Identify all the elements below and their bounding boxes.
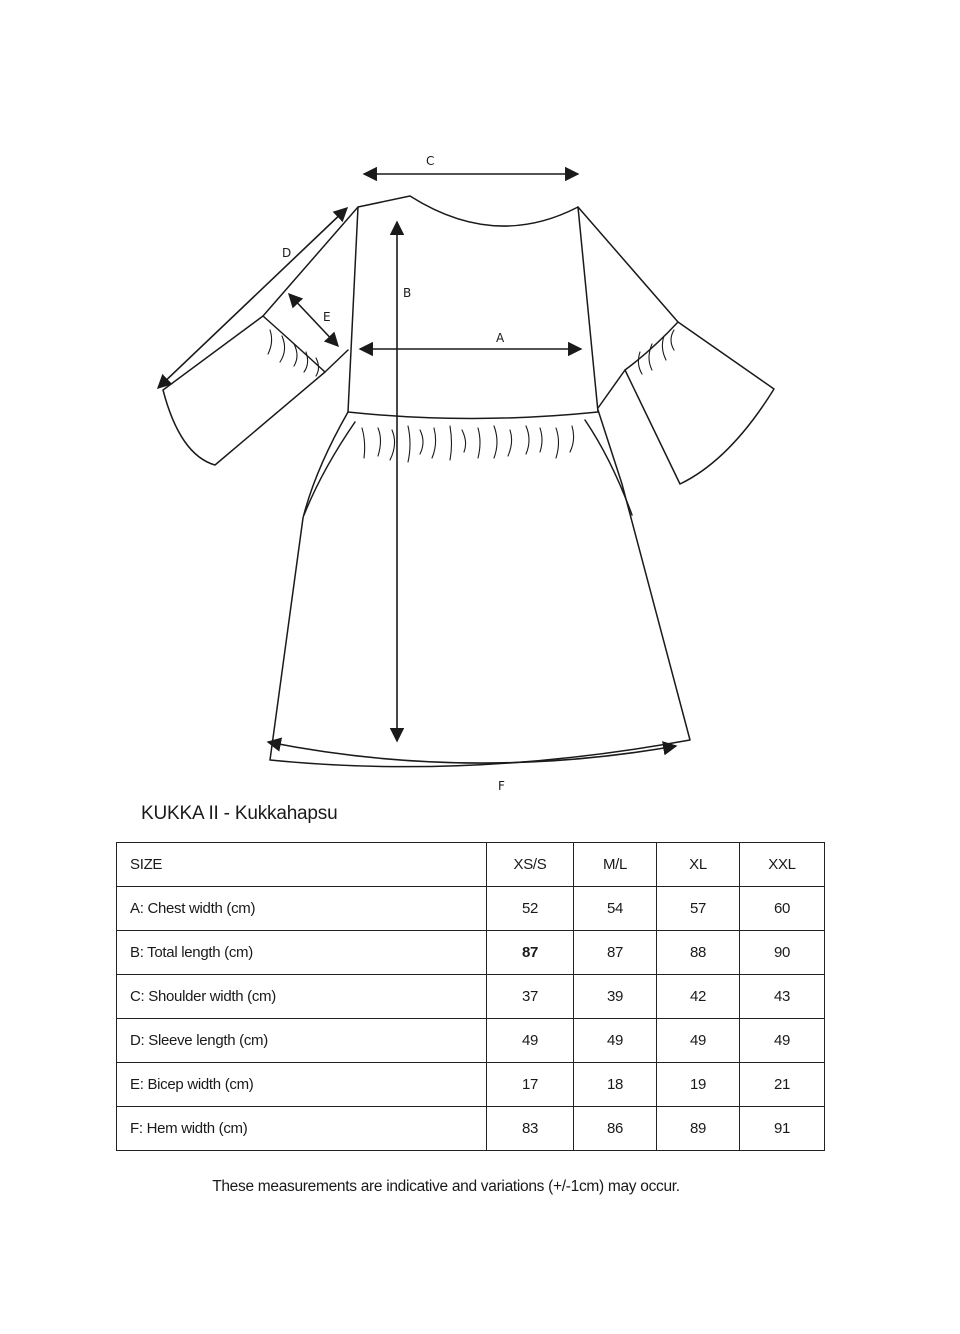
cell-value: 49 xyxy=(740,1019,825,1063)
header-xxl: XXL xyxy=(740,843,825,887)
row-label: A: Chest width (cm) xyxy=(117,887,487,931)
cell-value: 21 xyxy=(740,1063,825,1107)
label-c: C xyxy=(426,154,435,168)
product-title: KUKKA II - Kukkahapsu xyxy=(141,803,338,824)
table-row xyxy=(117,975,825,1019)
cell-value: 86 xyxy=(574,1107,657,1151)
cell-value: 88 xyxy=(657,931,740,975)
label-b: B xyxy=(403,286,412,300)
table-row xyxy=(117,931,825,975)
cell-value: 87 xyxy=(487,931,574,975)
dress-outline xyxy=(163,196,774,767)
row-label: F: Hem width (cm) xyxy=(117,1107,487,1151)
cell-value: 57 xyxy=(657,887,740,931)
label-d: D xyxy=(282,246,292,260)
cell-value: 43 xyxy=(740,975,825,1019)
cell-value: 39 xyxy=(574,975,657,1019)
table-row xyxy=(117,1019,825,1063)
header-xs-s: XS/S xyxy=(487,843,574,887)
cell-value: 54 xyxy=(574,887,657,931)
cell-value: 83 xyxy=(487,1107,574,1151)
cell-value: 90 xyxy=(740,931,825,975)
cell-value: 49 xyxy=(487,1019,574,1063)
table-row xyxy=(117,1107,825,1151)
arrow-e xyxy=(289,294,338,346)
cell-value: 52 xyxy=(487,887,574,931)
cell-value: 87 xyxy=(574,931,657,975)
cell-value: 49 xyxy=(657,1019,740,1063)
cell-value: 60 xyxy=(740,887,825,931)
label-f: F xyxy=(498,779,505,793)
cell-value: 91 xyxy=(740,1107,825,1151)
cell-value: 42 xyxy=(657,975,740,1019)
header-size: SIZE xyxy=(117,843,487,887)
cell-value: 19 xyxy=(657,1063,740,1107)
cell-value: 17 xyxy=(487,1063,574,1107)
row-label: C: Shoulder width (cm) xyxy=(117,975,487,1019)
table-row xyxy=(117,887,825,931)
size-chart-table xyxy=(116,842,825,1151)
label-a: A xyxy=(496,331,505,345)
cell-value: 18 xyxy=(574,1063,657,1107)
row-label: B: Total length (cm) xyxy=(117,931,487,975)
cell-value: 37 xyxy=(487,975,574,1019)
header-m-l: M/L xyxy=(574,843,657,887)
measurement-footnote: These measurements are indicative and variations (+/-1cm) may occur. xyxy=(212,1178,680,1195)
cell-value: 49 xyxy=(574,1019,657,1063)
row-label: D: Sleeve length (cm) xyxy=(117,1019,487,1063)
header-xl: XL xyxy=(657,843,740,887)
row-label: E: Bicep width (cm) xyxy=(117,1063,487,1107)
measure-arrows xyxy=(158,174,676,763)
table-row xyxy=(117,1063,825,1107)
cell-value: 89 xyxy=(657,1107,740,1151)
table-header-row xyxy=(117,843,825,887)
arrow-d xyxy=(158,208,347,388)
label-e: E xyxy=(323,310,331,324)
